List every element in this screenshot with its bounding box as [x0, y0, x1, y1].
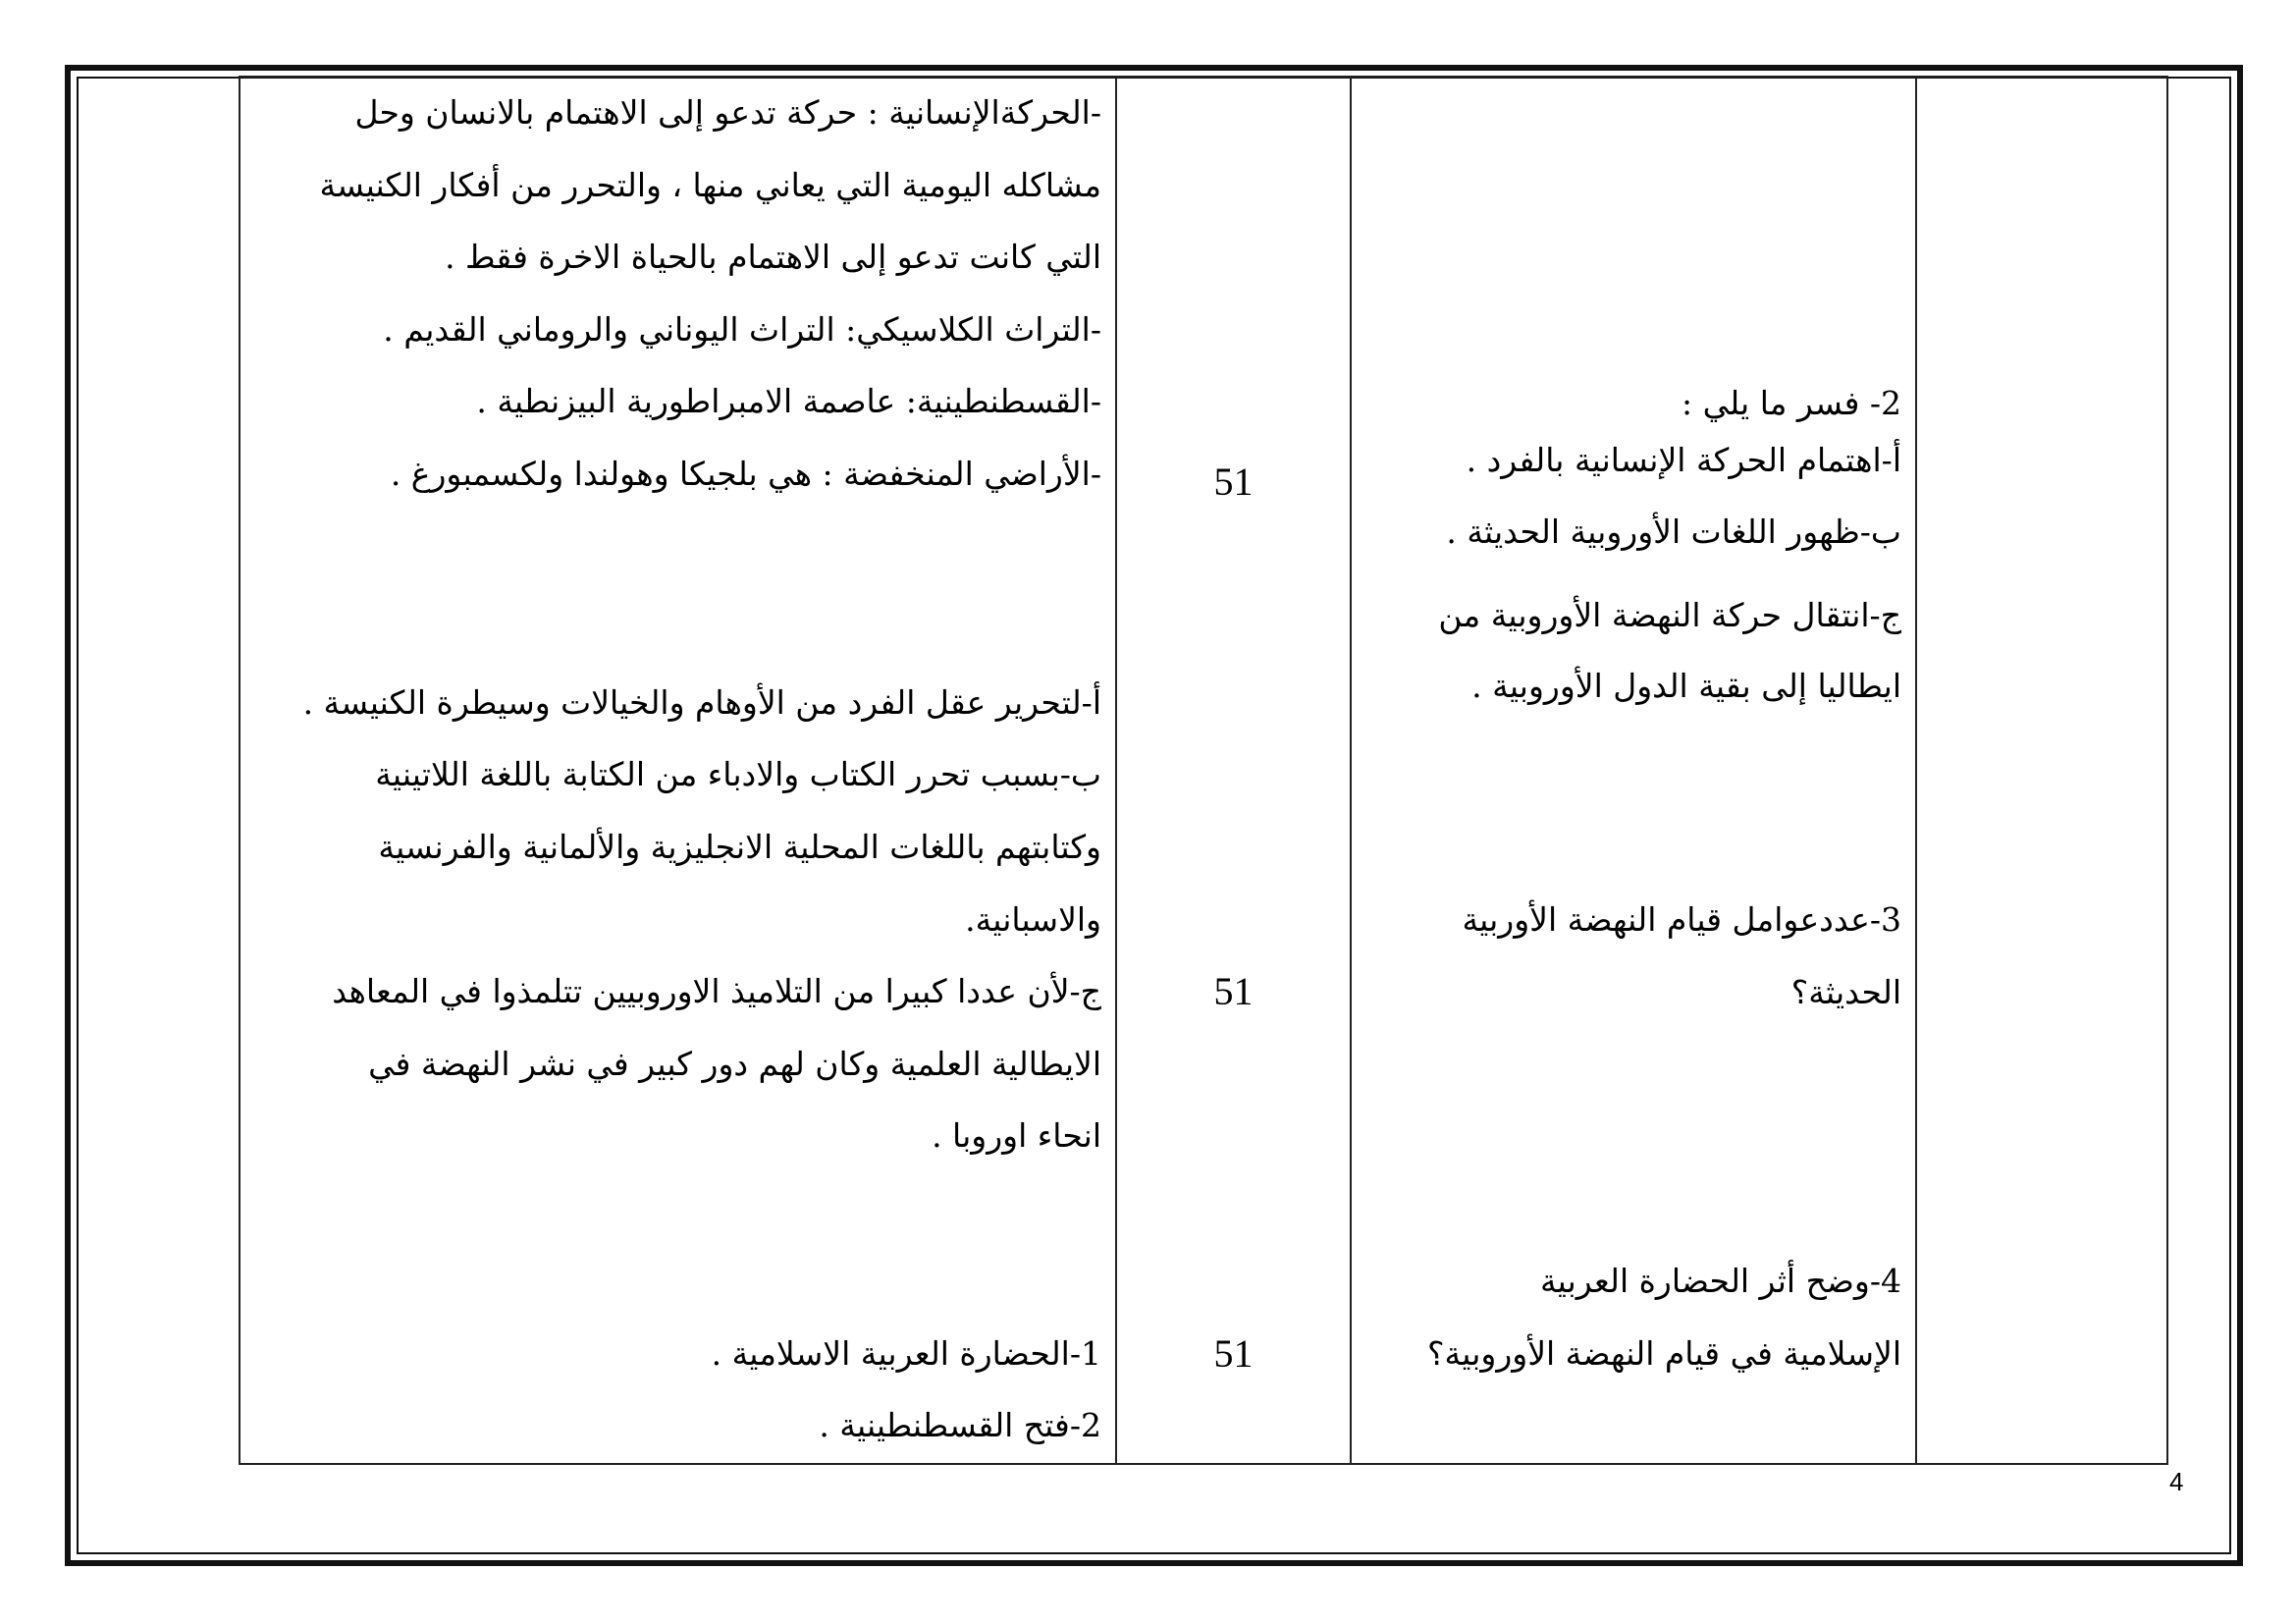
- question-2-title: 2- فسر ما يلي :: [1682, 384, 1901, 422]
- answer-line: أ-لتحرير عقل الفرد من الأوهام والخيالات وسيطرة الكنيسة .: [302, 683, 1101, 722]
- question-2-item-c-cont: ايطاليا إلى بقية الدول الأوروبية .: [1471, 667, 1901, 705]
- question-2-item-c: ج-انتقال حركة النهضة الأوروبية من: [1438, 596, 1901, 634]
- answer-line: التي كانت تدعو إلى الاهتمام بالحياة الاخرة فقط .: [445, 238, 1101, 276]
- answers-column: [240, 77, 1116, 1464]
- question-3-line-2: الحديثة؟: [1790, 973, 1901, 1011]
- table-row: [240, 77, 2167, 1464]
- answer-line: -القسطنطينية: عاصمة الامبراطورية البيزنطية .: [476, 382, 1101, 420]
- worksheet-table: [239, 76, 2168, 1465]
- empty-column-right: [1916, 77, 2167, 1464]
- question-4-line-2: الإسلامية في قيام النهضة الأوروبية؟: [1427, 1334, 1901, 1373]
- page-ref-q3: 51: [1213, 969, 1254, 1013]
- answer-line: -الحركةالإنسانية : حركة تدعو إلى الاهتمام بالانسان وحل: [354, 93, 1101, 132]
- answer-line: ج-لأن عددا كبيرا من التلاميذ الاوروبيين تتلمذوا في المعاهد: [332, 972, 1101, 1010]
- answer-line: مشاكله اليومية التي يعاني منها ، والتحرر من أفكار الكنيسة: [319, 166, 1101, 204]
- question-3-line-1: 3-عددعوامل قيام النهضة الأوربية: [1462, 900, 1901, 939]
- questions-column: [1351, 77, 1916, 1464]
- answer-line: والاسبانية.: [965, 900, 1101, 939]
- page-reference-column: [1116, 77, 1351, 1464]
- question-4-line-1: 4-وضح أثر الحضارة العربية: [1539, 1262, 1901, 1300]
- answer-line: الايطالية العلمية وكان لهم دور كبير في نشر النهضة في: [368, 1045, 1101, 1083]
- answer-line: 1-الحضارة العربية الاسلامية .: [711, 1334, 1101, 1373]
- answer-line: وكتابتهم باللغات المحلية الانجليزية والألمانية والفرنسية: [378, 828, 1101, 866]
- question-2-item-a: أ-اهتمام الحركة الإنسانية بالفرد .: [1466, 441, 1901, 479]
- page-number: 4: [2169, 1467, 2184, 1496]
- page-ref-q2: 51: [1213, 460, 1254, 504]
- answer-line: انحاء اوروبا .: [932, 1116, 1101, 1155]
- page-ref-q4: 51: [1213, 1331, 1254, 1376]
- answer-line: ب-بسبب تحرر الكتاب والادباء من الكتابة باللغة اللاتينية: [375, 755, 1101, 793]
- answer-line: 2-فتح القسطنطينية .: [819, 1406, 1101, 1444]
- answer-line: -التراث الكلاسيكي: التراث اليوناني والروماني القديم .: [383, 310, 1101, 349]
- answer-line: -الأراضي المنخفضة : هي بلجيكا وهولندا ولكسمبورغ .: [390, 455, 1101, 493]
- question-2-item-b: ب-ظهور اللغات الأوروبية الحديثة .: [1446, 513, 1901, 551]
